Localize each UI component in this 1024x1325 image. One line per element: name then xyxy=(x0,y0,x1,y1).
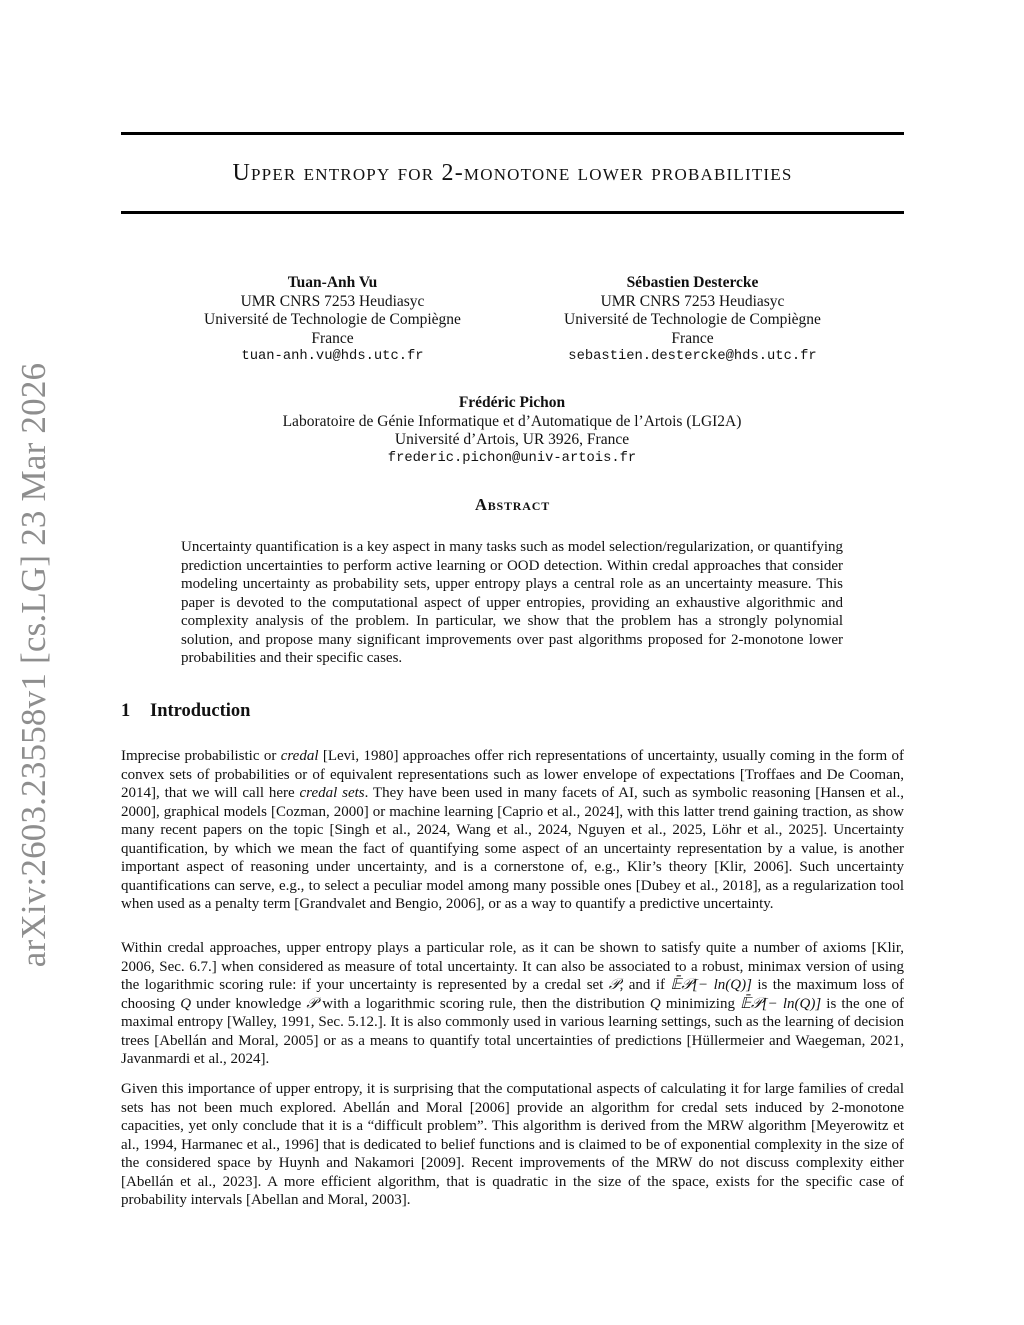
section-title: Introduction xyxy=(150,701,251,721)
math-upper-expectation: 𝔼̄𝒫[− ln(Q)] xyxy=(670,977,752,993)
abstract-text: Uncertainty quantification is a key aspect in many tasks such as model selection/regularization, or quantifying prediction uncertainties to perform active learning or OOD detection. Within credal approaches that consider modeling uncertainty as probability sets, upper entropy plays a central role as an uncertainty measure. This paper is devoted to the computational aspect of upper entropies, providing an exhaustive algorithmic and complexity analysis of the problem. In particular, we show that the problem has a strongly polynomial solution, and propose many significant improvements over past algorithms proposed for 2-monotone lower probabilities and their specific cases. xyxy=(181,539,843,666)
text-run: . They have been used in many facets of AI, such as symbolic reasoning [Hansen et al., 2000], graphical models [Cozman, 2000] or machine learning [Caprio et al., 2024], with this latter trend gaining traction, as show many recent papers on the topic [Singh et al., 2024, Wang et al., 2024, Nguyen et al., 2025, Löhr et al., 2025]. Uncertainty quantification, by which we mean the fact of quantifying some aspect of an uncertainty representation by a value, is another important aspect of reasoning under uncertainty, and is a cornerstone of, e.g., Klir’s theory [Klir, 2006]. Such uncertainty quantifications can serve, e.g., to select a peculiar model among many possible ones [Dubey et al., 2018], as a regularization tool when used as a penalty term [Grandvalet and Bengio, 2006], or as a way to quantify a predictive uncertainty. xyxy=(121,785,904,912)
author-email[interactable]: tuan-anh.vu@hds.utc.fr xyxy=(241,349,424,364)
paragraph-3: Given this importance of upper entropy, it is surprising that the computational aspects of calculating it for large families of credal sets has not been much explored. Abellán and Moral [2006] provide an algorithm for credal sets induced by 2-monotone capacities, yet only conclude that it is a “difficult problem”. This algorithm is derived from the MRW algorithm [Meyerowitz et al., 1994, Harmanec et al., 1996] that is dedicated to belief functions and is claimed to be of exponential complexity in the size of the considered space by Huynh and Nakamori [2009]. Recent improvements of the MRW do not discuss complexity either [Abellán et al., 2023]. A more efficient algorithm, that is quadratic in the size of the space, exists for the specific case of probability intervals [Abellan and Moral, 2003]. xyxy=(121,1081,904,1208)
author-country: France xyxy=(671,329,714,347)
text-run: is the one of maximal entropy [Walley, 1991, Sec. 5.12.]. It is also commonly used in various learning settings, such as the learning of decision trees [Abellán and Moral, 2005] or as a means to quantify total uncertainties of predictions [Hüllermeier and Waegeman, 2021, Javanmardi et al., 2024]. xyxy=(121,995,905,1067)
text-run: is the maximum loss of choosing xyxy=(121,977,904,1012)
arxiv-identifier: arXiv:2603.23558v1 [cs.LG] 23 Mar 2026 xyxy=(14,362,53,968)
section-heading xyxy=(121,701,250,722)
author-block-2 xyxy=(535,274,850,367)
text-run: with a logarithmic scoring rule, then the distribution xyxy=(317,995,650,1012)
paragraph-1 xyxy=(121,747,904,914)
abstract-heading: Abstract xyxy=(475,495,550,514)
author-name: Frédéric Pichon xyxy=(458,394,566,411)
text-run: under knowledge xyxy=(191,995,307,1012)
author-lab: Laboratoire de Génie Informatique et d’Automatique de l’Artois (LGI2A) xyxy=(282,412,742,430)
section-number: 1 xyxy=(121,701,131,721)
author-block-3 xyxy=(212,394,812,468)
arxiv-sidebar xyxy=(4,362,64,968)
emphasis-credal: credal xyxy=(280,748,319,764)
author-university: Université de Technologie de Compiègne xyxy=(564,311,821,328)
text-run: , and if xyxy=(619,977,671,993)
text-run: minimizing xyxy=(660,995,741,1012)
math-upper-expectation: 𝔼̄𝒫[− ln(Q)] xyxy=(740,995,822,1012)
title-top-rule xyxy=(121,132,904,135)
math-q: Q xyxy=(649,995,661,1012)
emphasis-credal-sets: credal sets xyxy=(299,785,365,801)
author-lab: UMR CNRS 7253 Heudiasyc xyxy=(600,292,785,310)
text-run: Imprecise probabilistic or xyxy=(121,748,281,764)
author-name: Tuan-Anh Vu xyxy=(287,274,378,291)
author-lab: UMR CNRS 7253 Heudiasyc xyxy=(240,292,425,310)
title-bottom-rule xyxy=(121,211,904,214)
author-email[interactable]: frederic.pichon@univ-artois.fr xyxy=(387,450,637,466)
math-credal-set: 𝒫 xyxy=(608,977,620,993)
math-credal-set: 𝒫 xyxy=(306,995,318,1012)
math-q: Q xyxy=(180,995,192,1012)
author-university: Université de Technologie de Compiègne xyxy=(204,311,461,328)
paper-title: Upper entropy for 2-monotone lower probabilities xyxy=(232,160,793,186)
paragraph-2 xyxy=(121,939,904,1069)
text-run: Within credal approaches, upper entropy plays a particular role, as it can be shown to satisfy quite a number of axioms [Klir, 2006, Sec. 6.7.] when considered as measure of total uncertainty. It can also be associated to a robust, minimax version of using the logarithmic scoring rule: if your uncertainty is represented by a credal set xyxy=(121,940,904,993)
author-country: France xyxy=(311,329,354,347)
author-name: Sébastien Destercke xyxy=(626,274,759,291)
author-university: Université d’Artois, UR 3926, France xyxy=(394,431,630,448)
author-email[interactable]: sebastien.destercke@hds.utc.fr xyxy=(568,349,817,364)
text-run: [Levi, 1980] approaches offer rich representations of uncertainty, usually coming in the form of convex sets of probabilities or of equivalent representations such as lower envelope of expectations [Troffaes and De Cooman, 2014], that we will call here xyxy=(121,748,904,801)
author-block-1 xyxy=(175,274,490,367)
